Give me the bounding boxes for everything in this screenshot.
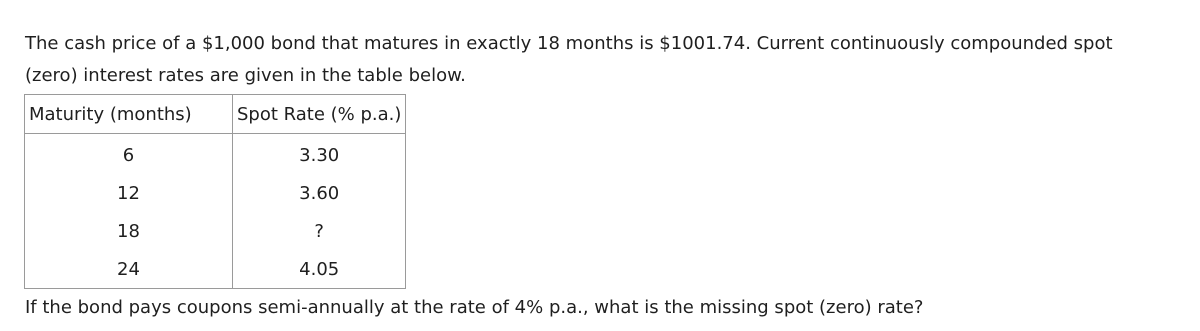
table-row xyxy=(25,174,406,212)
table-row xyxy=(25,134,406,175)
table-row xyxy=(25,250,406,289)
maturity-cell: 24 xyxy=(25,250,233,289)
table-row xyxy=(25,212,406,250)
spot-rate-cell: ? xyxy=(233,212,406,250)
spot-rate-cell: 3.30 xyxy=(233,134,406,175)
spot-rate-cell: 4.05 xyxy=(233,250,406,289)
question-text: If the bond pays coupons semi-annually at the rate of 4% p.a., what is the missing spot (zero) rate? xyxy=(25,297,924,318)
header-spot-rate: Spot Rate (% p.a.) xyxy=(233,95,406,134)
maturity-cell: 12 xyxy=(25,174,233,212)
maturity-cell: 18 xyxy=(25,212,233,250)
spot-rate-cell: 3.60 xyxy=(233,174,406,212)
maturity-cell: 6 xyxy=(25,134,233,175)
table-header-row xyxy=(25,95,406,134)
problem-intro-line-1: The cash price of a $1,000 bond that matures in exactly 18 months is $1001.74. Current continuously compounded spot xyxy=(25,33,1113,54)
header-maturity: Maturity (months) xyxy=(25,95,233,134)
problem-statement xyxy=(25,28,1185,92)
problem-intro-line-2: (zero) interest rates are given in the table below. xyxy=(25,65,466,86)
spot-rates-table xyxy=(24,94,406,289)
